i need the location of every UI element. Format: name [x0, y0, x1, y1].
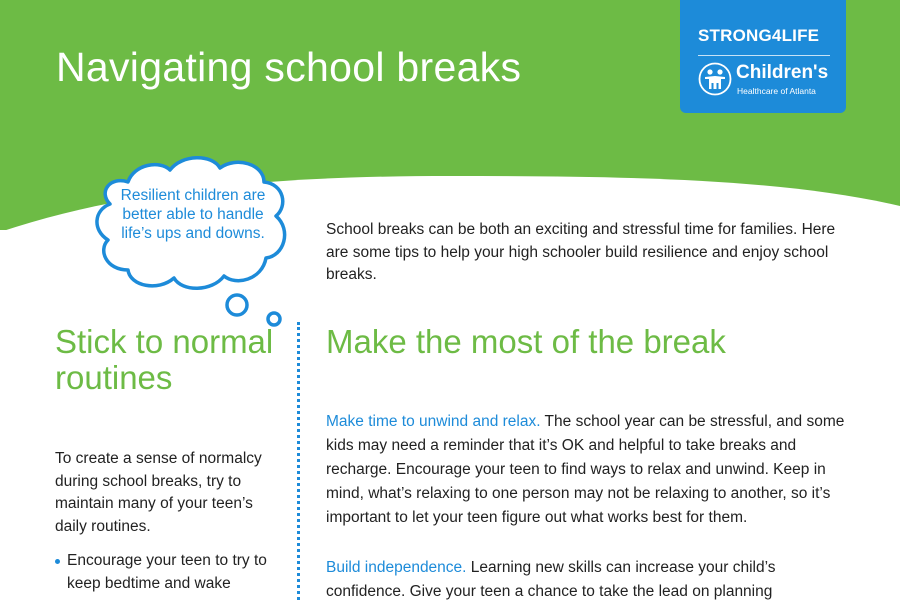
paragraph-lead: Build independence.	[326, 559, 467, 576]
left-section-body: To create a sense of normalcy during school breaks, try to maintain many of your teen’s daily routines.	[55, 450, 262, 535]
page-title: Navigating school breaks	[56, 44, 522, 90]
paragraph-text: Learning new skills can increase your child’s confidence. Give your teen a chance to take the lead on planning	[326, 559, 776, 600]
logo-brand-text: STRONG4LIFE	[698, 26, 820, 45]
left-section-heading: Stick to normal routines	[55, 323, 274, 396]
intro-text: School breaks can be both an exciting and stressful time for families. Here are some tips to help your high schooler build resilience and enjoy school breaks.	[326, 221, 836, 283]
list-item	[55, 550, 283, 595]
bullet-icon	[55, 559, 60, 564]
callout-text: Resilient children are better able to handle life’s ups and downs.	[120, 187, 266, 242]
unwind-paragraph	[326, 410, 846, 530]
right-section-heading: Make the most of the break	[326, 323, 726, 360]
logo-org-subtitle: Healthcare of Atlanta	[737, 86, 816, 96]
logo-org-name: Children's	[736, 62, 829, 83]
paragraph-text: The school year can be stressful, and some kids may need a reminder that it’s OK and helpful to take breaks and recharge. Encourage your teen to find ways to relax and unwind. Keep in mind, what’s relaxing to one person may not be relaxing to another, so it’s important to let your teen figure out what works best for them.	[326, 413, 845, 526]
list-item-text: Encourage your teen to try to keep bedtime and wake	[67, 552, 267, 592]
routine-tips-list	[55, 550, 283, 595]
column-divider	[297, 322, 300, 600]
independence-paragraph	[326, 556, 846, 604]
paragraph-lead: Make time to unwind and relax.	[326, 413, 541, 430]
